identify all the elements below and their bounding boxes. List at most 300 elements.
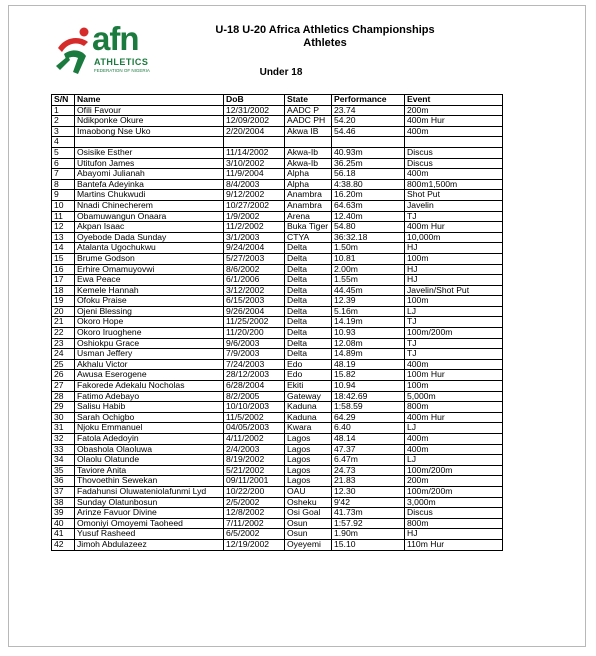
table-row bbox=[52, 169, 503, 180]
cell-name bbox=[75, 137, 224, 148]
cell-state: Ekiti bbox=[285, 381, 332, 392]
cell-name: Yusuf Rasheed bbox=[75, 529, 224, 540]
table-row bbox=[52, 275, 503, 286]
cell-event: 100m bbox=[405, 296, 503, 307]
cell-state: OAU bbox=[285, 486, 332, 497]
table-header-row bbox=[52, 95, 503, 106]
cell-event: 400m bbox=[405, 434, 503, 445]
column-header: Event bbox=[405, 95, 503, 106]
cell-name: Okoro Hope bbox=[75, 317, 224, 328]
table-row bbox=[52, 200, 503, 211]
cell-sn: 25 bbox=[52, 359, 75, 370]
cell-dob: 11/2/2002 bbox=[224, 222, 285, 233]
table-row bbox=[52, 116, 503, 127]
cell-event: 400m Hur bbox=[405, 412, 503, 423]
cell-sn: 22 bbox=[52, 328, 75, 339]
cell-event: HJ bbox=[405, 264, 503, 275]
cell-state: AADC PH bbox=[285, 116, 332, 127]
cell-name: Abayomi Julianah bbox=[75, 169, 224, 180]
cell-state: Kaduna bbox=[285, 402, 332, 413]
cell-dob: 10/22/200 bbox=[224, 486, 285, 497]
table-row bbox=[52, 497, 503, 508]
column-header: Name bbox=[75, 95, 224, 106]
cell-dob: 11/5/2002 bbox=[224, 412, 285, 423]
cell-state: Delta bbox=[285, 306, 332, 317]
cell-state: Lagos bbox=[285, 455, 332, 466]
cell-event: 100m bbox=[405, 253, 503, 264]
afn-logo bbox=[54, 22, 172, 78]
table-row bbox=[52, 412, 503, 423]
table-row bbox=[52, 381, 503, 392]
cell-name: Bantefa Adeyinka bbox=[75, 179, 224, 190]
cell-dob: 3/1/2003 bbox=[224, 232, 285, 243]
cell-event: HJ bbox=[405, 243, 503, 254]
cell-event: 400m bbox=[405, 126, 503, 137]
cell-name: Ewa Peace bbox=[75, 275, 224, 286]
table-row bbox=[52, 105, 503, 116]
cell-event: Discus bbox=[405, 158, 503, 169]
table-row bbox=[52, 137, 503, 148]
cell-performance: 48.19 bbox=[332, 359, 405, 370]
cell-event: 400m bbox=[405, 359, 503, 370]
cell-dob: 11/25/2002 bbox=[224, 317, 285, 328]
cell-name: Okoro Iruoghene bbox=[75, 328, 224, 339]
cell-dob: 8/19/2002 bbox=[224, 455, 285, 466]
cell-name: Sarah Ochigbo bbox=[75, 412, 224, 423]
cell-sn: 42 bbox=[52, 539, 75, 550]
cell-sn: 7 bbox=[52, 169, 75, 180]
cell-sn: 13 bbox=[52, 232, 75, 243]
cell-event bbox=[405, 137, 503, 148]
cell-dob: 12/8/2002 bbox=[224, 508, 285, 519]
cell-dob: 12/31/2002 bbox=[224, 105, 285, 116]
cell-state: Anambra bbox=[285, 190, 332, 201]
cell-name: Salisu Habib bbox=[75, 402, 224, 413]
table-row bbox=[52, 222, 503, 233]
cell-performance: 10.94 bbox=[332, 381, 405, 392]
column-header: S/N bbox=[52, 95, 75, 106]
cell-name: Obamuwangun Onaara bbox=[75, 211, 224, 222]
table-row bbox=[52, 402, 503, 413]
cell-dob: 2/4/2003 bbox=[224, 444, 285, 455]
cell-sn: 19 bbox=[52, 296, 75, 307]
cell-sn: 8 bbox=[52, 179, 75, 190]
cell-state: Delta bbox=[285, 317, 332, 328]
cell-sn: 27 bbox=[52, 381, 75, 392]
cell-sn: 36 bbox=[52, 476, 75, 487]
cell-performance: 12.39 bbox=[332, 296, 405, 307]
cell-name: Utitufon James bbox=[75, 158, 224, 169]
cell-name: Erhire Omamuyovwi bbox=[75, 264, 224, 275]
cell-state: Osun bbox=[285, 518, 332, 529]
cell-state: CTYA bbox=[285, 232, 332, 243]
cell-name: Osisike Esther bbox=[75, 147, 224, 158]
cell-dob: 5/21/2002 bbox=[224, 465, 285, 476]
cell-state: Alpha bbox=[285, 179, 332, 190]
cell-dob: 11/9/2004 bbox=[224, 169, 285, 180]
cell-dob: 04/05/2003 bbox=[224, 423, 285, 434]
table-row bbox=[52, 539, 503, 550]
cell-event: 110m Hur bbox=[405, 539, 503, 550]
cell-dob: 6/15/2003 bbox=[224, 296, 285, 307]
cell-performance: 1.55m bbox=[332, 275, 405, 286]
cell-name: Ojeni Blessing bbox=[75, 306, 224, 317]
table-row bbox=[52, 349, 503, 360]
cell-sn: 40 bbox=[52, 518, 75, 529]
cell-event: 5,000m bbox=[405, 391, 503, 402]
cell-state: Akwa IB bbox=[285, 126, 332, 137]
cell-state: Delta bbox=[285, 296, 332, 307]
cell-state: Kwara bbox=[285, 423, 332, 434]
cell-name: Olaolu Olatunde bbox=[75, 455, 224, 466]
cell-dob: 2/20/2004 bbox=[224, 126, 285, 137]
cell-state: Osheku bbox=[285, 497, 332, 508]
cell-dob: 7/9/2003 bbox=[224, 349, 285, 360]
table-row bbox=[52, 434, 503, 445]
cell-sn: 37 bbox=[52, 486, 75, 497]
document-subtitle: Athletes bbox=[303, 37, 347, 49]
cell-sn: 38 bbox=[52, 497, 75, 508]
cell-state: Oyeyemi bbox=[285, 539, 332, 550]
cell-state: Akwa-Ib bbox=[285, 158, 332, 169]
cell-name: Oyebode Dada Sunday bbox=[75, 232, 224, 243]
cell-name: Nnadi Chinecherem bbox=[75, 200, 224, 211]
cell-event: 100m/200m bbox=[405, 328, 503, 339]
cell-sn: 32 bbox=[52, 434, 75, 445]
cell-name: Awusa Eserogene bbox=[75, 370, 224, 381]
column-header: State bbox=[285, 95, 332, 106]
cell-sn: 20 bbox=[52, 306, 75, 317]
cell-performance: 48.14 bbox=[332, 434, 405, 445]
athlete-figure-icon bbox=[54, 26, 94, 76]
cell-event: LJ bbox=[405, 423, 503, 434]
table-row bbox=[52, 211, 503, 222]
cell-dob: 8/4/2003 bbox=[224, 179, 285, 190]
cell-event: 3,000m bbox=[405, 497, 503, 508]
cell-dob: 8/6/2002 bbox=[224, 264, 285, 275]
cell-sn: 16 bbox=[52, 264, 75, 275]
cell-sn: 21 bbox=[52, 317, 75, 328]
cell-event: HJ bbox=[405, 275, 503, 286]
cell-event: HJ bbox=[405, 529, 503, 540]
cell-name: Akhalu Victor bbox=[75, 359, 224, 370]
cell-sn: 26 bbox=[52, 370, 75, 381]
cell-sn: 1 bbox=[52, 105, 75, 116]
cell-dob: 12/19/2002 bbox=[224, 539, 285, 550]
cell-sn: 10 bbox=[52, 200, 75, 211]
cell-name: Njoku Emmanuel bbox=[75, 423, 224, 434]
cell-performance: 16.20m bbox=[332, 190, 405, 201]
cell-dob: 9/6/2003 bbox=[224, 338, 285, 349]
cell-performance: 1:57.92 bbox=[332, 518, 405, 529]
table-row bbox=[52, 306, 503, 317]
cell-name: Jimoh Abdulazeez bbox=[75, 539, 224, 550]
cell-event: 800m1,500m bbox=[405, 179, 503, 190]
table-row bbox=[52, 126, 503, 137]
cell-performance: 64.63m bbox=[332, 200, 405, 211]
cell-state: Lagos bbox=[285, 465, 332, 476]
cell-sn: 29 bbox=[52, 402, 75, 413]
cell-dob: 4/11/2002 bbox=[224, 434, 285, 445]
cell-sn: 5 bbox=[52, 147, 75, 158]
cell-state: Delta bbox=[285, 338, 332, 349]
cell-event: 200m bbox=[405, 476, 503, 487]
cell-performance: 54.46 bbox=[332, 126, 405, 137]
cell-event: 100m bbox=[405, 381, 503, 392]
cell-name: Obashola Olaoluwa bbox=[75, 444, 224, 455]
cell-dob: 11/14/2002 bbox=[224, 147, 285, 158]
cell-dob: 6/1/2006 bbox=[224, 275, 285, 286]
cell-dob: 10/27/2002 bbox=[224, 200, 285, 211]
cell-event: LJ bbox=[405, 306, 503, 317]
cell-state: Arena bbox=[285, 211, 332, 222]
table-row bbox=[52, 285, 503, 296]
cell-performance: 15.82 bbox=[332, 370, 405, 381]
cell-performance: 1.90m bbox=[332, 529, 405, 540]
column-header: DoB bbox=[224, 95, 285, 106]
cell-dob: 8/2/2005 bbox=[224, 391, 285, 402]
cell-sn: 18 bbox=[52, 285, 75, 296]
cell-event: TJ bbox=[405, 317, 503, 328]
cell-performance: 54.80 bbox=[332, 222, 405, 233]
cell-name: Martins Chukwudi bbox=[75, 190, 224, 201]
cell-dob: 1/9/2002 bbox=[224, 211, 285, 222]
cell-sn: 14 bbox=[52, 243, 75, 254]
cell-sn: 9 bbox=[52, 190, 75, 201]
table-row bbox=[52, 328, 503, 339]
cell-dob: 9/12/2002 bbox=[224, 190, 285, 201]
cell-state: Anambra bbox=[285, 200, 332, 211]
cell-name: Imaobong Nse Uko bbox=[75, 126, 224, 137]
cell-dob bbox=[224, 137, 285, 148]
cell-state: Delta bbox=[285, 275, 332, 286]
cell-dob: 6/28/2004 bbox=[224, 381, 285, 392]
cell-sn: 3 bbox=[52, 126, 75, 137]
cell-name: Kemele Hannah bbox=[75, 285, 224, 296]
logo-text: afn bbox=[92, 20, 139, 57]
cell-state: Alpha bbox=[285, 169, 332, 180]
table-row bbox=[52, 508, 503, 519]
cell-dob: 09/11/2001 bbox=[224, 476, 285, 487]
table-row bbox=[52, 147, 503, 158]
table-row bbox=[52, 179, 503, 190]
cell-name: Oshiokpu Grace bbox=[75, 338, 224, 349]
cell-name: Atalanta Ugochukwu bbox=[75, 243, 224, 254]
cell-name: Omoniyi Omoyemi Taoheed bbox=[75, 518, 224, 529]
cell-sn: 15 bbox=[52, 253, 75, 264]
cell-state: Edo bbox=[285, 370, 332, 381]
cell-performance: 40.93m bbox=[332, 147, 405, 158]
table-row bbox=[52, 158, 503, 169]
cell-state: Edo bbox=[285, 359, 332, 370]
cell-performance: 18:42.69 bbox=[332, 391, 405, 402]
cell-name: Usman Jeffery bbox=[75, 349, 224, 360]
cell-performance: 64.29 bbox=[332, 412, 405, 423]
cell-performance: 14.19m bbox=[332, 317, 405, 328]
table-row bbox=[52, 423, 503, 434]
cell-performance: 4:38.80 bbox=[332, 179, 405, 190]
cell-performance bbox=[332, 137, 405, 148]
cell-event: 400m Hur bbox=[405, 116, 503, 127]
document-title: U-18 U-20 Africa Athletics Championships bbox=[215, 24, 435, 36]
cell-state: Delta bbox=[285, 349, 332, 360]
cell-performance: 6.47m bbox=[332, 455, 405, 466]
cell-performance: 12.30 bbox=[332, 486, 405, 497]
cell-performance: 12.40m bbox=[332, 211, 405, 222]
cell-name: Akpan Isaac bbox=[75, 222, 224, 233]
table-row bbox=[52, 391, 503, 402]
cell-event: TJ bbox=[405, 338, 503, 349]
cell-dob: 6/5/2002 bbox=[224, 529, 285, 540]
cell-sn: 17 bbox=[52, 275, 75, 286]
cell-state: Buka Tiger bbox=[285, 222, 332, 233]
cell-dob: 9/26/2004 bbox=[224, 306, 285, 317]
cell-dob: 11/20/200 bbox=[224, 328, 285, 339]
cell-performance: 41.73m bbox=[332, 508, 405, 519]
cell-performance: 14.89m bbox=[332, 349, 405, 360]
cell-state: Delta bbox=[285, 285, 332, 296]
cell-performance: 9'42 bbox=[332, 497, 405, 508]
table-row bbox=[52, 529, 503, 540]
table-row bbox=[52, 232, 503, 243]
cell-sn: 6 bbox=[52, 158, 75, 169]
cell-state: Osi Goal bbox=[285, 508, 332, 519]
cell-dob: 7/11/2002 bbox=[224, 518, 285, 529]
cell-performance: 44.45m bbox=[332, 285, 405, 296]
cell-name: Ofoku Praise bbox=[75, 296, 224, 307]
table-row bbox=[52, 243, 503, 254]
cell-state: Delta bbox=[285, 328, 332, 339]
cell-sn: 41 bbox=[52, 529, 75, 540]
cell-event: 400m bbox=[405, 444, 503, 455]
cell-state bbox=[285, 137, 332, 148]
cell-state: AADC P bbox=[285, 105, 332, 116]
cell-performance: 24.73 bbox=[332, 465, 405, 476]
table-row bbox=[52, 486, 503, 497]
cell-state: Delta bbox=[285, 264, 332, 275]
cell-state: Delta bbox=[285, 243, 332, 254]
cell-name: Ofili Favour bbox=[75, 105, 224, 116]
cell-sn: 31 bbox=[52, 423, 75, 434]
cell-dob: 28/12/2003 bbox=[224, 370, 285, 381]
table-row bbox=[52, 444, 503, 455]
table-row bbox=[52, 317, 503, 328]
cell-state: Lagos bbox=[285, 434, 332, 445]
cell-name: Fadahunsi Oluwateniolafunmi Lyd bbox=[75, 486, 224, 497]
cell-sn: 11 bbox=[52, 211, 75, 222]
cell-event: 400m Hur bbox=[405, 222, 503, 233]
cell-dob: 12/09/2002 bbox=[224, 116, 285, 127]
cell-performance: 1.50m bbox=[332, 243, 405, 254]
cell-sn: 24 bbox=[52, 349, 75, 360]
cell-dob: 3/10/2002 bbox=[224, 158, 285, 169]
category-heading: Under 18 bbox=[259, 67, 303, 78]
cell-name: Arinze Favuor Divine bbox=[75, 508, 224, 519]
cell-event: LJ bbox=[405, 455, 503, 466]
table-row bbox=[52, 476, 503, 487]
cell-event: Javelin/Shot Put bbox=[405, 285, 503, 296]
cell-dob: 5/27/2003 bbox=[224, 253, 285, 264]
cell-performance: 12.08m bbox=[332, 338, 405, 349]
cell-event: 200m bbox=[405, 105, 503, 116]
table-row bbox=[52, 253, 503, 264]
cell-state: Osun bbox=[285, 529, 332, 540]
cell-performance: 54.20 bbox=[332, 116, 405, 127]
cell-performance: 21.83 bbox=[332, 476, 405, 487]
cell-performance: 36.25m bbox=[332, 158, 405, 169]
table-row bbox=[52, 264, 503, 275]
cell-performance: 10.81 bbox=[332, 253, 405, 264]
cell-performance: 15.10 bbox=[332, 539, 405, 550]
cell-event: Discus bbox=[405, 508, 503, 519]
cell-performance: 5.16m bbox=[332, 306, 405, 317]
cell-sn: 28 bbox=[52, 391, 75, 402]
cell-state: Lagos bbox=[285, 444, 332, 455]
cell-name: Brume Godson bbox=[75, 253, 224, 264]
cell-event: 100m/200m bbox=[405, 465, 503, 476]
cell-name: Thovoethin Sewekan bbox=[75, 476, 224, 487]
cell-sn: 35 bbox=[52, 465, 75, 476]
cell-sn: 2 bbox=[52, 116, 75, 127]
cell-performance: 2.00m bbox=[332, 264, 405, 275]
cell-sn: 12 bbox=[52, 222, 75, 233]
logo-federation-text: FEDERATION OF NIGERIA bbox=[94, 68, 150, 73]
cell-event: 400m bbox=[405, 169, 503, 180]
cell-sn: 23 bbox=[52, 338, 75, 349]
cell-sn: 39 bbox=[52, 508, 75, 519]
cell-performance: 36:32.18 bbox=[332, 232, 405, 243]
table-row bbox=[52, 338, 503, 349]
cell-name: Taviore Anita bbox=[75, 465, 224, 476]
cell-performance: 56.18 bbox=[332, 169, 405, 180]
cell-event: 100m Hur bbox=[405, 370, 503, 381]
cell-performance: 6.40 bbox=[332, 423, 405, 434]
table-row bbox=[52, 465, 503, 476]
cell-state: Lagos bbox=[285, 476, 332, 487]
cell-event: 800m bbox=[405, 402, 503, 413]
cell-state: Gateway bbox=[285, 391, 332, 402]
cell-sn: 33 bbox=[52, 444, 75, 455]
cell-performance: 1:58.59 bbox=[332, 402, 405, 413]
cell-event: Javelin bbox=[405, 200, 503, 211]
cell-name: Fakorede Adekalu Nocholas bbox=[75, 381, 224, 392]
cell-dob: 10/10/2003 bbox=[224, 402, 285, 413]
cell-event: Shot Put bbox=[405, 190, 503, 201]
table-row bbox=[52, 190, 503, 201]
cell-dob: 7/24/2003 bbox=[224, 359, 285, 370]
cell-name: Fatola Adedoyin bbox=[75, 434, 224, 445]
table-row bbox=[52, 359, 503, 370]
cell-name: Sunday Olatunbosun bbox=[75, 497, 224, 508]
cell-sn: 30 bbox=[52, 412, 75, 423]
cell-state: Kaduna bbox=[285, 412, 332, 423]
cell-performance: 23.74 bbox=[332, 105, 405, 116]
cell-sn: 34 bbox=[52, 455, 75, 466]
logo-subtext: ATHLETICS bbox=[94, 57, 149, 67]
cell-event: Discus bbox=[405, 147, 503, 158]
cell-name: Fatimo Adebayo bbox=[75, 391, 224, 402]
cell-dob: 3/12/2002 bbox=[224, 285, 285, 296]
cell-performance: 47.37 bbox=[332, 444, 405, 455]
cell-dob: 2/5/2002 bbox=[224, 497, 285, 508]
cell-state: Akwa-Ib bbox=[285, 147, 332, 158]
cell-dob: 9/24/2004 bbox=[224, 243, 285, 254]
cell-name: Ndikponke Okure bbox=[75, 116, 224, 127]
table-row bbox=[52, 455, 503, 466]
table-row bbox=[52, 370, 503, 381]
cell-state: Delta bbox=[285, 253, 332, 264]
table-row bbox=[52, 296, 503, 307]
